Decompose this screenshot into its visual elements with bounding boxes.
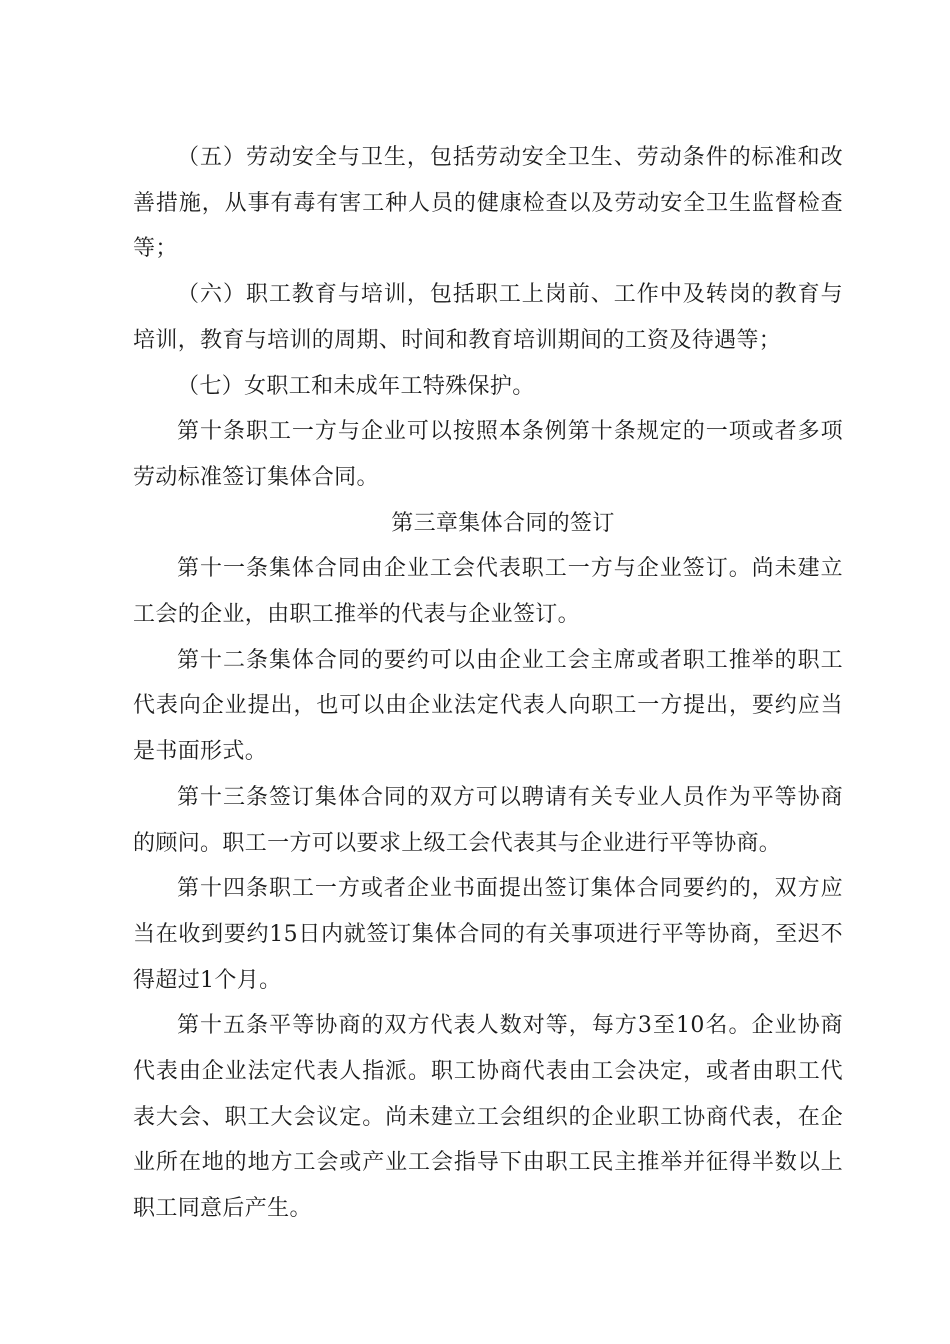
paragraph-item-6-training: （六）职工教育与培训，包括职工上岗前、工作中及转岗的教育与培训，教育与培训的周期、时间和教育培训期间的工资及待遇等； (133, 282, 843, 353)
document-page (133, 135, 843, 1232)
paragraph-item-7-protection: （七）女职工和未成年工特殊保护。 (177, 373, 535, 399)
paragraph-article-15: 第十五条平等协商的双方代表人数对等，每方3至10名。企业协商代表由企业法定代表人指派。职工协商代表由工会决定，或者由职工代表大会、职工大会议定。尚未建立工会组织的企业职工协商代表，在企业所在地的地方工会或产业工会指导下由职工民主推举并征得半数以上职工同意后产生。 (133, 1013, 843, 1222)
paragraph-item-5-safety: （五）劳动安全与卫生，包括劳动安全卫生、劳动条件的标准和改善措施，从事有毒有害工种人员的健康检查以及劳动安全卫生监督检查等； (133, 145, 843, 262)
paragraph-article-11: 第十一条集体合同由企业工会代表职工一方与企业签订。尚未建立工会的企业，由职工推举的代表与企业签订。 (133, 556, 843, 628)
paragraph-article-10: 第十条职工一方与企业可以按照本条例第十条规定的一项或者多项劳动标准签订集体合同。 (133, 419, 843, 490)
chapter-heading: 第三章集体合同的签订 (391, 510, 615, 536)
paragraph-article-13: 第十三条签订集体合同的双方可以聘请有关专业人员作为平等协商的顾问。职工一方可以要求上级工会代表其与企业进行平等协商。 (133, 784, 843, 856)
paragraph-article-14: 第十四条职工一方或者企业书面提出签订集体合同要约的，双方应当在收到要约15日内就签订集体合同的有关事项进行平等协商，至迟不得超过1个月。 (133, 876, 843, 993)
paragraph-article-12: 第十二条集体合同的要约可以由企业工会主席或者职工推举的职工代表向企业提出，也可以由企业法定代表人向职工一方提出，要约应当是书面形式。 (133, 647, 843, 765)
